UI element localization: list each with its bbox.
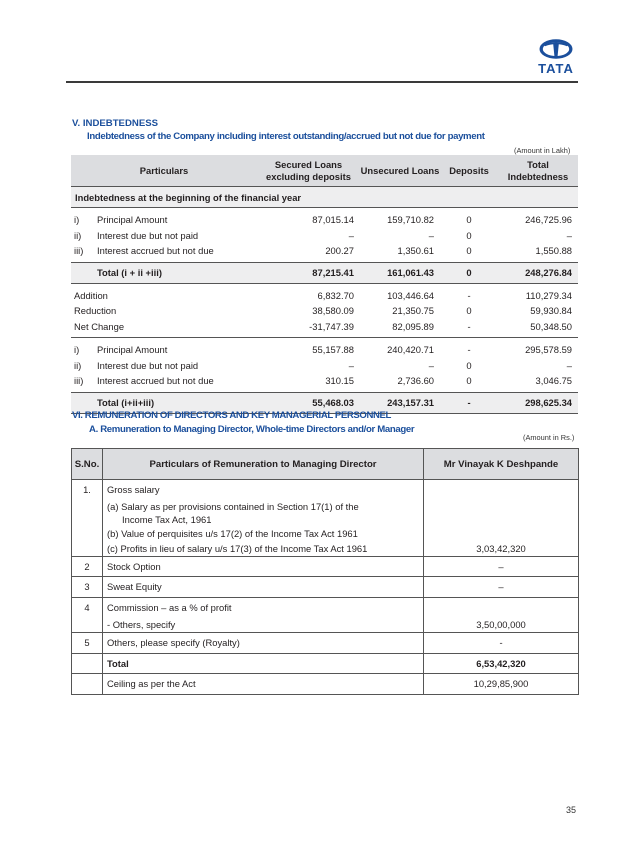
col-particulars: Particulars of Remuneration to Managing Director: [103, 449, 424, 480]
secured-value: 38,580.09: [312, 305, 354, 317]
deposits-value: 0: [466, 245, 472, 257]
unsecured-value: 1,350.61: [397, 245, 434, 257]
row-label: Interest accrued but not due: [97, 245, 214, 257]
row-amount: -: [424, 633, 579, 654]
row-label: Commission – as a % of profit: [103, 597, 424, 617]
deposits-value: 0: [466, 214, 472, 226]
table-row: [72, 500, 579, 513]
row-label: Gross salary: [103, 480, 424, 500]
row-label: - Others, specify: [103, 617, 424, 633]
deposits-value: 0: [466, 229, 472, 241]
unsecured-value: –: [428, 359, 434, 371]
remuneration-header-row: [72, 449, 579, 480]
secured-value: 200.27: [325, 245, 354, 257]
col-sno: S.No.: [72, 449, 103, 480]
row-amount: –: [424, 577, 579, 598]
deposits-value: 0: [466, 359, 472, 371]
table-row: [72, 577, 579, 598]
secured-value: 87,015.14: [312, 214, 354, 226]
unsecured-value: 82,095.89: [392, 320, 434, 332]
remuneration-table: [71, 448, 579, 695]
row-amount: –: [424, 556, 579, 577]
table-row: [71, 228, 578, 244]
total-value: 110,279.34: [525, 289, 572, 301]
table-row: [71, 243, 578, 262]
secured-value: –: [348, 229, 354, 241]
row-label: Interest due but not paid: [97, 359, 199, 371]
row-label: Sweat Equity: [103, 577, 424, 598]
table-row: [71, 303, 578, 319]
total-value: 295,578.59: [498, 338, 578, 358]
row-label-continued: Income Tax Act, 1961: [122, 513, 212, 525]
ceiling-amount: 10,29,85,900: [424, 674, 579, 695]
section-v-title: V. INDEBTEDNESS: [72, 118, 159, 129]
total-value: 246,725.96: [525, 214, 572, 226]
col-deposits: Deposits: [440, 155, 498, 187]
row-index: iii): [74, 245, 84, 257]
table-row: [72, 556, 579, 577]
opening-band-row: [71, 187, 578, 208]
total-value: 298,625.34: [498, 392, 578, 413]
row-label: (c) Profits in lieu of salary u/s 17(3) of the Income Tax Act 1961: [103, 541, 424, 557]
secured-value: 6,832.70: [317, 289, 354, 301]
row-index: i): [71, 338, 97, 358]
col-person: Mr Vinayak K Deshpande: [424, 449, 579, 480]
total-label: Total: [103, 653, 424, 674]
row-label: Reduction: [74, 305, 117, 317]
deposits-value: 0: [440, 262, 498, 283]
total-value: –: [566, 229, 572, 241]
row-label: Stock Option: [103, 556, 424, 577]
table-row: [71, 373, 578, 392]
row-label: Others, please specify (Royalty): [103, 633, 424, 654]
opening-band-label: Indebtedness at the beginning of the financial year: [71, 187, 578, 208]
table-row: [71, 283, 578, 303]
secured-value: -31,747.39: [309, 320, 354, 332]
total-value: 59,930.84: [530, 305, 572, 317]
secured-value: 55,468.03: [257, 392, 360, 413]
row-index: ii): [74, 359, 82, 371]
row-index: i): [74, 214, 80, 226]
header-divider: [66, 81, 578, 83]
section-vi-unit-note: (Amount in Rs.): [523, 433, 575, 442]
section-vi-title: VI. REMUNERATION OF DIRECTORS AND KEY MANAGERIAL PERSONNEL: [72, 410, 392, 421]
total-value: –: [566, 359, 572, 371]
unsecured-value: 161,061.43: [360, 262, 440, 283]
deposits-value: -: [440, 392, 498, 413]
secured-value: –: [348, 359, 354, 371]
row-label: (a) Salary as per provisions contained in Section 17(1) of the: [103, 500, 424, 513]
row-label: Net Change: [74, 320, 125, 332]
row-label: Principal Amount: [97, 214, 168, 226]
row-label: Addition: [74, 289, 108, 301]
row-sno: 5: [72, 633, 103, 654]
col-total-indebtedness: Total Indebtedness: [498, 155, 578, 187]
col-particulars: Particulars: [71, 155, 257, 187]
deposits-value: -: [467, 320, 471, 332]
ceiling-row: [72, 674, 579, 695]
deposits-value: -: [440, 338, 498, 358]
table-row: [71, 358, 578, 374]
total-label: Total (i+ii+iii): [97, 392, 257, 413]
table-row: [72, 480, 579, 500]
row-sno: 1.: [72, 480, 103, 500]
unsecured-value: 159,710.82: [387, 214, 434, 226]
row-index: iii): [74, 375, 84, 387]
row-sno: 3: [72, 577, 103, 598]
table-row: [71, 208, 578, 228]
col-secured-loans: Secured Loans excluding deposits: [257, 155, 360, 187]
indebtedness-header-row: [71, 155, 578, 187]
table-row: [71, 319, 578, 338]
tata-logo: [532, 38, 580, 76]
section-vi-subtitle: A. Remuneration to Managing Director, Whole-time Directors and/or Manager: [89, 424, 415, 435]
total-value: 3,046.75: [535, 375, 572, 387]
unsecured-value: 240,420.71: [360, 338, 440, 358]
total-value: 1,550.88: [535, 245, 572, 257]
total-amount: 6,53,42,320: [424, 653, 579, 674]
page-number: 35: [566, 805, 577, 815]
secured-value: 310.15: [325, 375, 354, 387]
table-row: [72, 541, 579, 557]
unsecured-value: 21,350.75: [392, 305, 434, 317]
ceiling-label: Ceiling as per the Act: [103, 674, 424, 695]
col-unsecured-loans: Unsecured Loans: [360, 155, 440, 187]
total-row: [72, 653, 579, 674]
total-value: 248,276.84: [498, 262, 578, 283]
section-v-subtitle: Indebtedness of the Company including interest outstanding/accrued but not due for payment: [87, 131, 485, 142]
total-value: 50,348.50: [530, 320, 572, 332]
table-row: [72, 513, 579, 526]
deposits-value: 0: [466, 375, 472, 387]
total-label: Total (i + ii +iii): [97, 262, 257, 283]
deposits-value: 0: [466, 305, 472, 317]
table-row: [72, 633, 579, 654]
unsecured-value: 103,446.64: [387, 289, 434, 301]
row-sno: 4: [72, 597, 103, 617]
row-amount: 3,03,42,320: [424, 541, 579, 557]
tata-emblem-icon: [538, 38, 574, 60]
row-label: Interest accrued but not due: [97, 375, 214, 387]
row-label: Principal Amount: [97, 338, 257, 358]
row-index: ii): [74, 229, 82, 241]
section-v-unit-note: (Amount in Lakh): [514, 146, 571, 155]
brand-wordmark: TATA: [538, 61, 574, 76]
unsecured-value: –: [428, 229, 434, 241]
unsecured-value: 243,157.31: [360, 392, 440, 413]
table-row: [72, 617, 579, 633]
unsecured-value: 2,736.60: [397, 375, 434, 387]
opening-total-row: [71, 262, 578, 283]
indebtedness-table: [71, 155, 578, 414]
secured-value: 87,215.41: [257, 262, 360, 283]
row-amount: 3,50,00,000: [424, 617, 579, 633]
row-sno: 2: [72, 556, 103, 577]
row-label: (b) Value of perquisites u/s 17(2) of the Income Tax Act 1961: [103, 526, 424, 541]
row-label: Interest due but not paid: [97, 229, 199, 241]
table-row: [72, 526, 579, 541]
deposits-value: -: [467, 289, 471, 301]
table-row: [71, 338, 578, 358]
table-row: [72, 597, 579, 617]
secured-value: 55,157.88: [257, 338, 360, 358]
